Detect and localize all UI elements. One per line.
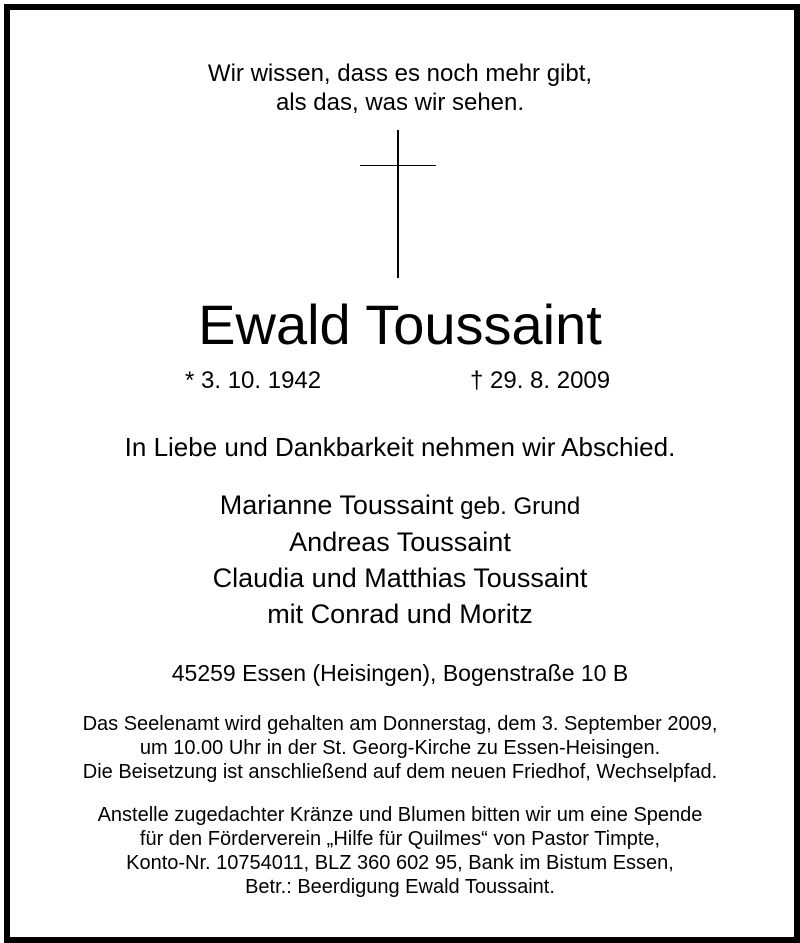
donation-line-4: Betr.: Beerdigung Ewald Toussaint. — [245, 876, 555, 898]
donation-line-1: Anstelle zugedachter Kränze und Blumen bitten wir um eine Spende — [97, 804, 703, 826]
death-date: † 29. 8. 2009 — [470, 367, 611, 394]
mourner-line-2: Andreas Toussaint — [289, 527, 511, 557]
mourner-name: Marianne Toussaint — [219, 490, 454, 520]
cross-vertical-bar — [397, 130, 399, 278]
deceased-name: Ewald Toussaint — [198, 293, 602, 356]
mourner-line-3: Claudia und Matthias Toussaint — [212, 563, 588, 593]
service-line-3: Die Beisetzung ist anschließend auf dem neuen Friedhof, Wechselpfad. — [82, 761, 718, 783]
donation-line-3: Konto-Nr. 10754011, BLZ 360 602 95, Bank im Bistum Essen, — [126, 852, 674, 874]
service-line-1: Das Seelenamt wird gehalten am Donnerstag, dem 3. September 2009, — [82, 713, 718, 735]
family-address: 45259 Essen (Heisingen), Bogenstraße 10 B — [171, 660, 629, 686]
cross-horizontal-bar — [360, 165, 436, 166]
mourner-line-1 — [0, 490, 800, 521]
motto-line-1: Wir wissen, dass es noch mehr gibt, — [207, 60, 593, 87]
mourner-line-4: mit Conrad und Moritz — [267, 599, 533, 629]
maiden-name: geb. Grund — [453, 493, 581, 520]
birth-date: * 3. 10. 1942 — [185, 367, 322, 394]
notice-border — [4, 4, 800, 943]
motto-line-2: als das, was wir sehen. — [275, 89, 525, 116]
farewell-text: In Liebe und Dankbarkeit nehmen wir Abschied. — [124, 432, 676, 462]
service-line-2: um 10.00 Uhr in der St. Georg-Kirche zu Essen-Heisingen. — [139, 737, 661, 759]
donation-line-2: für den Förderverein „Hilfe für Quilmes“ von Pastor Timpte, — [139, 828, 661, 850]
